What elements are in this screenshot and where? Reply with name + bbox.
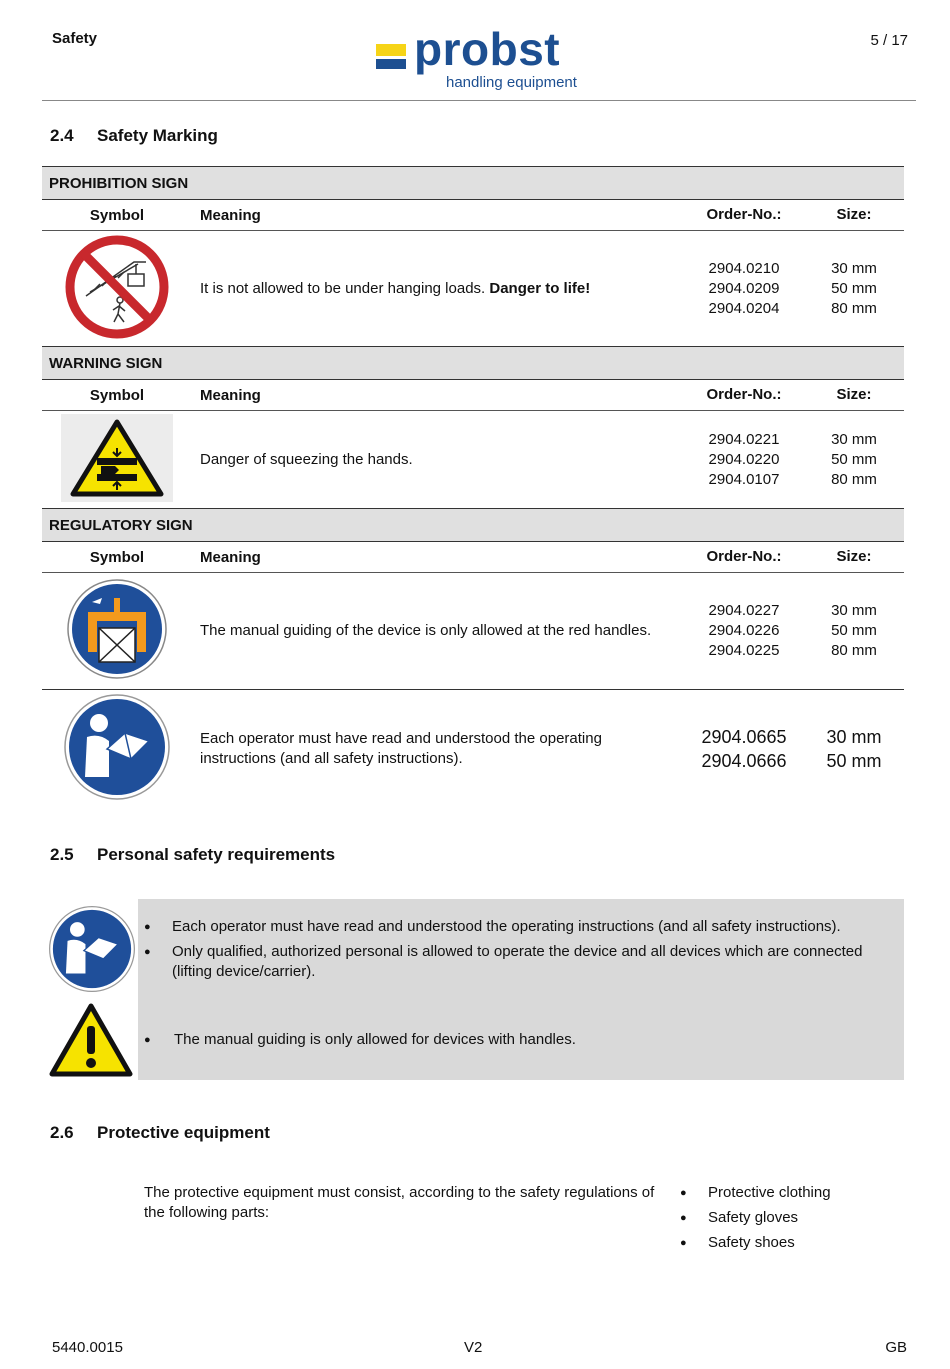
order-number: 2904.0210 (708, 259, 780, 277)
sign-size: 50 mm (831, 450, 877, 468)
order-number: 2904.0220 (708, 450, 780, 468)
category-warning: WARNING SIGN (42, 347, 904, 380)
danger-warning: Danger to life! (489, 280, 591, 297)
sign-size: 80 mm (831, 470, 877, 488)
table-row (42, 690, 904, 809)
protective-equipment-text: The protective equipment must consist, according to the safety regulations of the following parts: (144, 1184, 655, 1221)
sign-size: 50 mm (826, 751, 882, 771)
sign-size: 80 mm (831, 299, 877, 317)
table-row (42, 411, 904, 509)
footer-language: GB (885, 1339, 907, 1356)
warning-triangle-icon (48, 1002, 134, 1078)
header-section-label: Safety (52, 30, 98, 47)
column-header-row: Symbol Meaning Order-No.: Size: (42, 542, 904, 573)
read-manual-icon (48, 905, 136, 993)
category-regulatory: REGULATORY SIGN (42, 509, 904, 542)
order-number: 2904.0666 (701, 751, 787, 771)
order-number: 2904.0225 (708, 642, 780, 659)
logo-subtitle: handling equipment (446, 74, 577, 91)
probst-logo (376, 23, 591, 94)
manual-guiding-icon (66, 578, 168, 680)
order-number: 2904.0665 (701, 727, 787, 747)
category-prohibition: PROHIBITION SIGN (42, 167, 904, 200)
logo-word: probst (414, 23, 561, 75)
no-hanging-loads-icon (64, 234, 170, 340)
header-rule (42, 100, 916, 101)
read-manual-icon (63, 693, 171, 801)
table-row (42, 231, 904, 347)
row-meaning: Each operator must have read and understood the operating instructions (and all safety instructions). (200, 730, 602, 767)
sign-size: 30 mm (831, 602, 877, 619)
sign-size: 30 mm (831, 259, 877, 277)
order-number: 2904.0107 (708, 470, 780, 488)
sign-size: 30 mm (831, 430, 877, 448)
page-number: 5 / 17 (870, 32, 908, 49)
order-number: 2904.0226 (708, 622, 780, 639)
table-row (42, 573, 904, 690)
column-header-row: Symbol Meaning Order-No.: Size: (42, 200, 904, 231)
sign-size: 80 mm (831, 642, 877, 659)
squeezing-hands-icon (61, 414, 173, 502)
row-meaning: It is not allowed to be under hanging loads. (200, 280, 486, 297)
sign-size: 30 mm (826, 727, 882, 747)
sign-size: 50 mm (831, 279, 877, 297)
row-meaning: The manual guiding of the device is only allowed at the red handles. (192, 573, 684, 690)
order-number: 2904.0204 (708, 299, 780, 317)
order-number: 2904.0227 (708, 602, 780, 619)
footer-version: V2 (464, 1339, 483, 1356)
order-number: 2904.0221 (708, 430, 780, 448)
safety-marking-table (42, 166, 904, 808)
column-header-row: Symbol Meaning Order-No.: Size: (42, 380, 904, 411)
sign-size: 50 mm (831, 622, 877, 639)
footer-doc-number: 5440.0015 (52, 1339, 123, 1356)
row-meaning: Danger of squeezing the hands. (200, 451, 413, 468)
order-number: 2904.0209 (708, 279, 780, 297)
